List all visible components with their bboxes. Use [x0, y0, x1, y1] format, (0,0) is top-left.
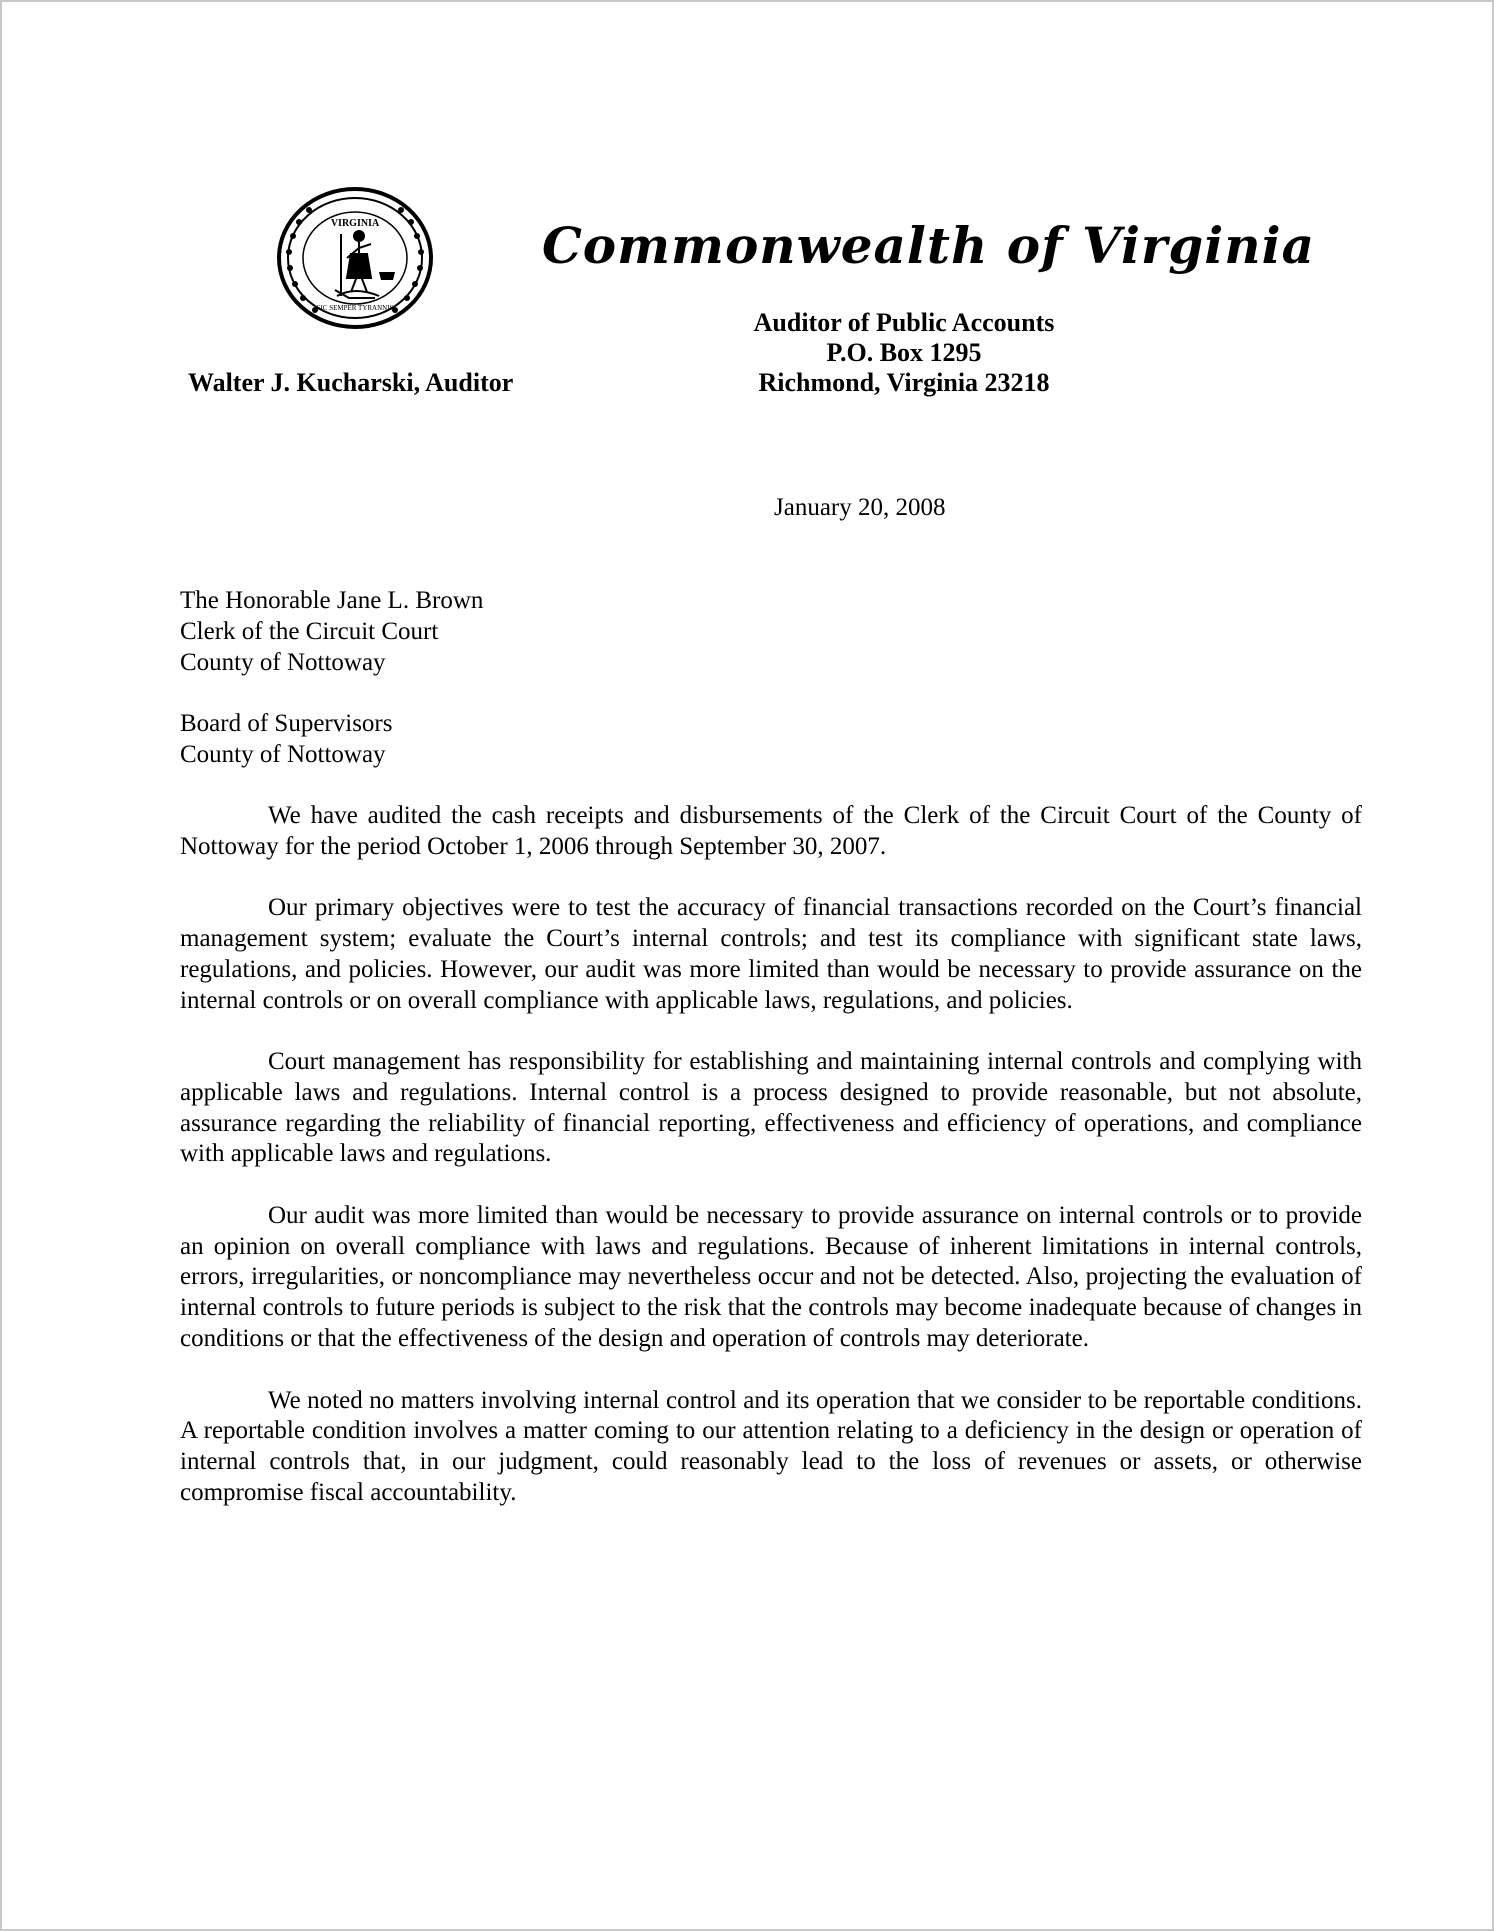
office-name: Auditor of Public Accounts [753, 308, 1055, 337]
svg-text:SIC SEMPER TYRANNIS: SIC SEMPER TYRANNIS [316, 304, 394, 312]
office-address [654, 308, 1154, 398]
office-po-box: P.O. Box 1295 [826, 338, 982, 367]
body-paragraph: Court management has responsibility for establishing and maintaining internal controls and complying with applicable laws and regulations. Internal control is a process designed to provide reasonable, but not absolute, assurance regarding the reliability of financial reporting, effectiveness and efficiency of operations, and compliance with applicable laws and regulations. [180, 1048, 1362, 1168]
recipient-line: Board of Supervisors [180, 710, 393, 737]
letter-date: January 20, 2008 [774, 494, 946, 521]
auditor-name: Walter J. Kucharski, Auditor [188, 368, 514, 397]
body-paragraph: Our audit was more limited than would be necessary to provide assurance on internal controls or to provide an opinion on overall compliance with laws and regulations. Because of inherent limitations in internal controls, errors, irregularities, or noncompliance may nevertheless occur and not be detected. Also, projecting the evaluation of internal controls to future periods is subject to the risk that the controls may become inadequate because of changes in conditions or that the effectiveness of the design and operation of controls may deteriorate. [180, 1202, 1362, 1352]
office-city: Richmond, Virginia 23218 [758, 368, 1050, 397]
letterhead-title: Commonwealth of Virginia [542, 216, 1315, 275]
recipient-line: County of Nottoway [180, 649, 386, 676]
body-paragraph: We noted no matters involving internal control and its operation that we consider to be reportable conditions. A reportable condition involves a matter coming to our attention relating to a deficiency in the design or operation of internal controls that, in our judgment, could reasonably lead to the loss of revenues or assets, or otherwise compromise fiscal accountability. [180, 1386, 1362, 1506]
recipient-line: County of Nottoway [180, 741, 386, 768]
recipient-line: Clerk of the Circuit Court [180, 618, 439, 645]
body-paragraph: We have audited the cash receipts and disbursements of the Clerk of the Circuit Court of the County of Nottoway for the period October 1, 2006 through September 30, 2007. [180, 802, 1362, 860]
recipient-line: The Honorable Jane L. Brown [180, 587, 484, 614]
recipient-block-clerk [180, 585, 483, 678]
recipient-block-board [180, 708, 392, 770]
letter-body [180, 801, 1362, 1539]
virginia-seal-logo [275, 186, 435, 331]
body-paragraph: Our primary objectives were to test the accuracy of financial transactions recorded on the Court’s financial management system; evaluate the Court’s internal controls; and test its compliance with significant state laws, regulations, and policies. However, our audit was more limited than would be necessary to provide assurance on the internal controls or on overall compliance with applicable laws, regulations, and policies. [180, 894, 1362, 1014]
svg-text:VIRGINIA: VIRGINIA [330, 218, 380, 229]
